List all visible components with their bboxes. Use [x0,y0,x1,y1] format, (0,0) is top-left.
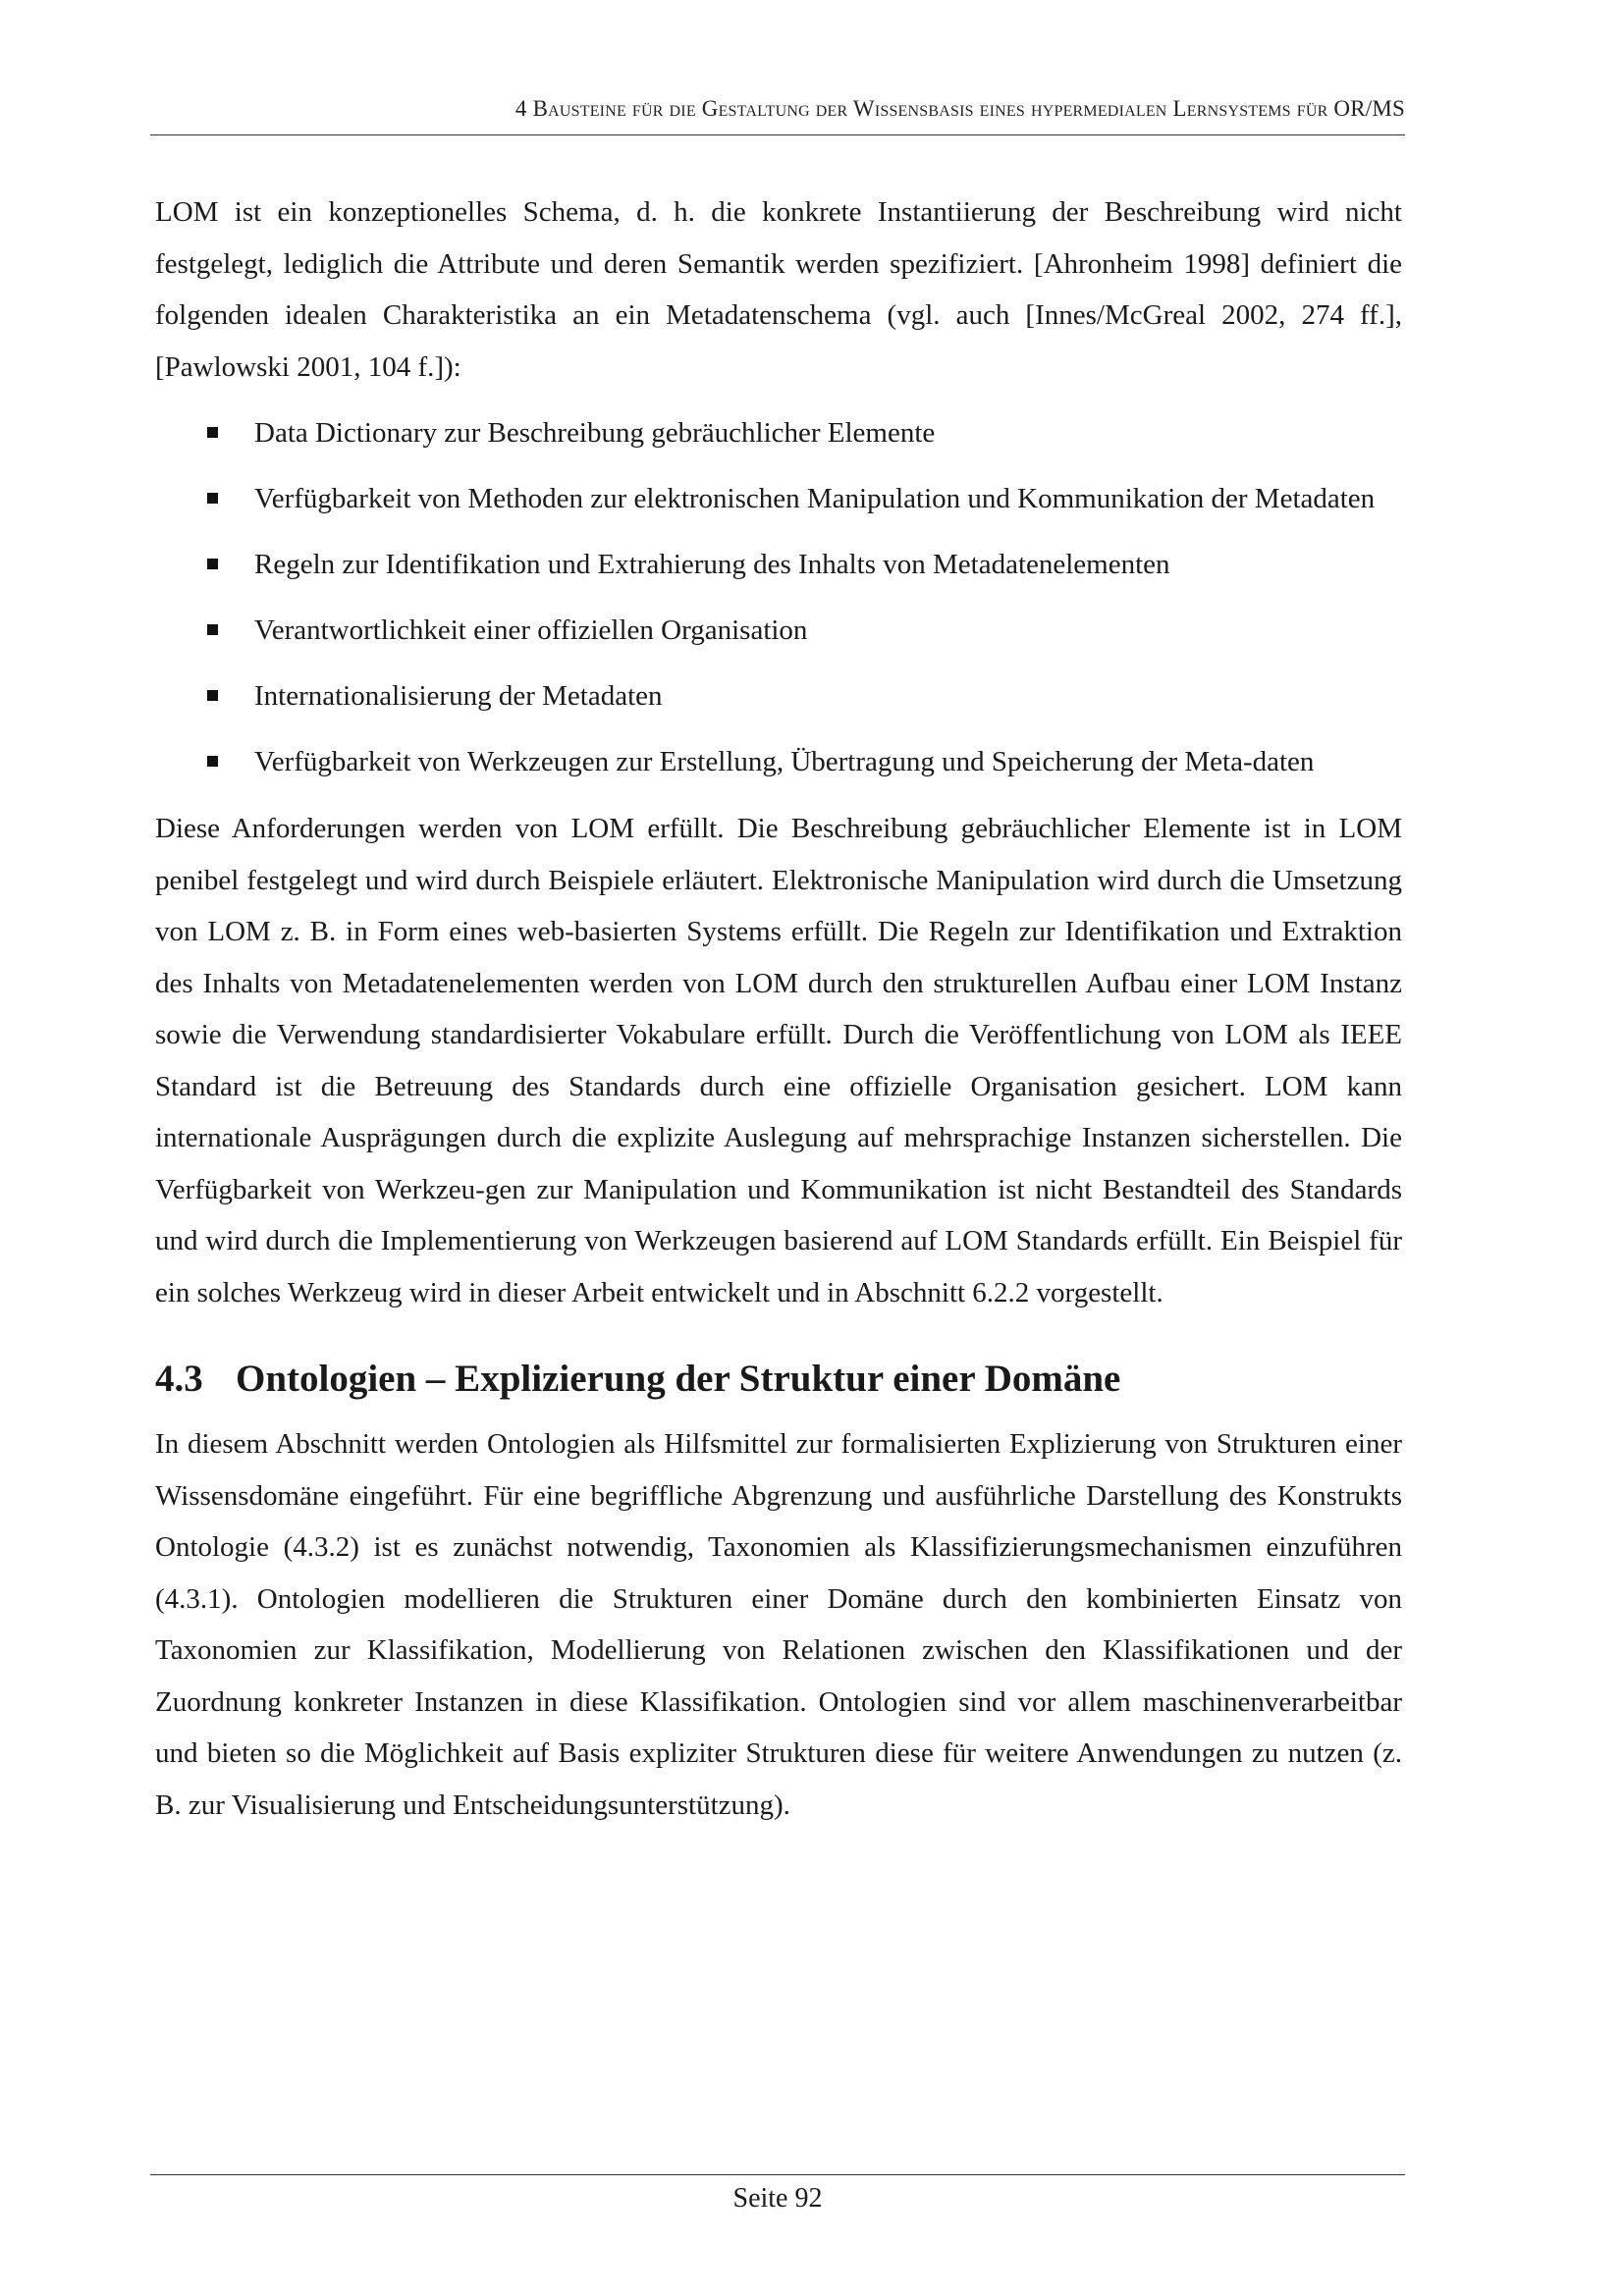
bullet-item [155,475,1402,522]
bullet-text: Verantwortlichkeit einer offiziellen Organisation [254,614,808,646]
square-bullet-icon [207,559,218,569]
header-rule [150,134,1405,135]
section-title: Ontologien – Explizierung der Struktur einer Domäne [236,1358,1121,1400]
square-bullet-icon [207,427,218,438]
paragraph-lom-requirements: Diese Anforderungen werden von LOM erfüllt. Die Beschreibung gebräuchlicher Elemente ist in LOM penibel festgelegt und wird durch Beispiele erläutert. Elektronische Manipulation wird durch die Umsetzung von LOM z. B. in Form eines web-basierten Systems erfüllt. Die Regeln zur Identifikation und Extraktion des Inhalts von Metadatenelementen werden von LOM durch den strukturellen Aufbau einer LOM Instanz sowie die Verwendung standardisierter Vokabulare erfüllt. Durch die Veröffentlichung von LOM als IEEE Standard ist die Betreuung des Standards durch eine offizielle Organisation gesichert. LOM kann internationale Ausprägungen durch die explizite Auslegung auf mehrsprachige Instanzen sicherstellen. Die Verfügbarkeit von Werkzeu-gen zur Manipulation und Kommunikation ist nicht Bestandteil des Standards und wird durch die Implementierung von Werkzeugen basierend auf LOM Standards erfüllt. Ein Beispiel für ein solches Werkzeug wird in dieser Arbeit entwickelt und in Abschnitt 6.2.2 vorgestellt. [155,813,1402,1308]
bullet-text: Verfügbarkeit von Methoden zur elektronischen Manipulation und Kommunikation der Metadaten [254,483,1376,514]
section-heading [155,1354,1402,1405]
page-number: Seite 92 [732,2183,823,2214]
page-body [155,187,1402,1831]
bullet-text: Regeln zur Identifikation und Extrahierung des Inhalts von Metadatenelementen [254,549,1170,580]
footer-rule [150,2174,1405,2175]
paragraph-ontologies: In diesem Abschnitt werden Ontologien als Hilfsmittel zur formalisierten Explizierung von Strukturen einer Wissensdomäne eingeführt. Für eine begriffliche Abgrenzung und ausführliche Darstellung des Konstrukts Ontologie (4.3.2) ist es zunächst notwendig, Taxonomien als Klassifizierungsmechanismen einzuführen (4.3.1). Ontologien modellieren die Strukturen einer Domäne durch den kombinierten Einsatz von Taxonomien zur Klassifikation, Modellierung von Relationen zwischen den Klassifikationen und der Zuordnung konkreter Instanzen in diese Klassifikation. Ontologien sind vor allem maschinenverarbeitbar und bieten so die Möglichkeit auf Basis expliziter Strukturen diese für weitere Anwendungen zu nutzen (z. B. zur Visualisierung und Entscheidungsunterstützung). [155,1428,1402,1821]
bullet-list-metadata-characteristics [155,409,1402,785]
section-number: 4.3 [155,1358,203,1400]
square-bullet-icon [207,493,218,504]
bullet-text: Verfügbarkeit von Werkzeugen zur Erstellung, Übertragung und Speicherung der Meta-daten [254,746,1315,777]
bullet-item [155,738,1402,785]
running-header [150,96,1405,122]
bullet-text: Internationalisierung der Metadaten [254,680,663,712]
header-running-title: Bausteine für die Gestaltung der Wissensbasis eines hypermedialen Lernsystems für [532,96,1328,121]
bullet-item [155,409,1402,456]
bullet-item [155,672,1402,720]
header-chapter-number: 4 [514,96,527,121]
bullet-item [155,607,1402,654]
paragraph-lom-schema: LOM ist ein konzeptionelles Schema, d. h. die konkrete Instantiierung der Beschreibung wird nicht festgelegt, lediglich die Attribute und deren Semantik werden spezifiziert. [Ahronheim 1998] definiert die folgenden idealen Charakteristika an ein Metadatenschema (vgl. auch [Innes/McGreal 2002, 274 ff.], [Pawlowski 2001, 104 f.]): [155,196,1402,383]
header-running-title-tail: OR/MS [1333,96,1405,121]
square-bullet-icon [207,624,218,635]
bullet-item [155,541,1402,588]
square-bullet-icon [207,756,218,767]
square-bullet-icon [207,690,218,701]
bullet-text: Data Dictionary zur Beschreibung gebräuchlicher Elemente [254,417,936,449]
